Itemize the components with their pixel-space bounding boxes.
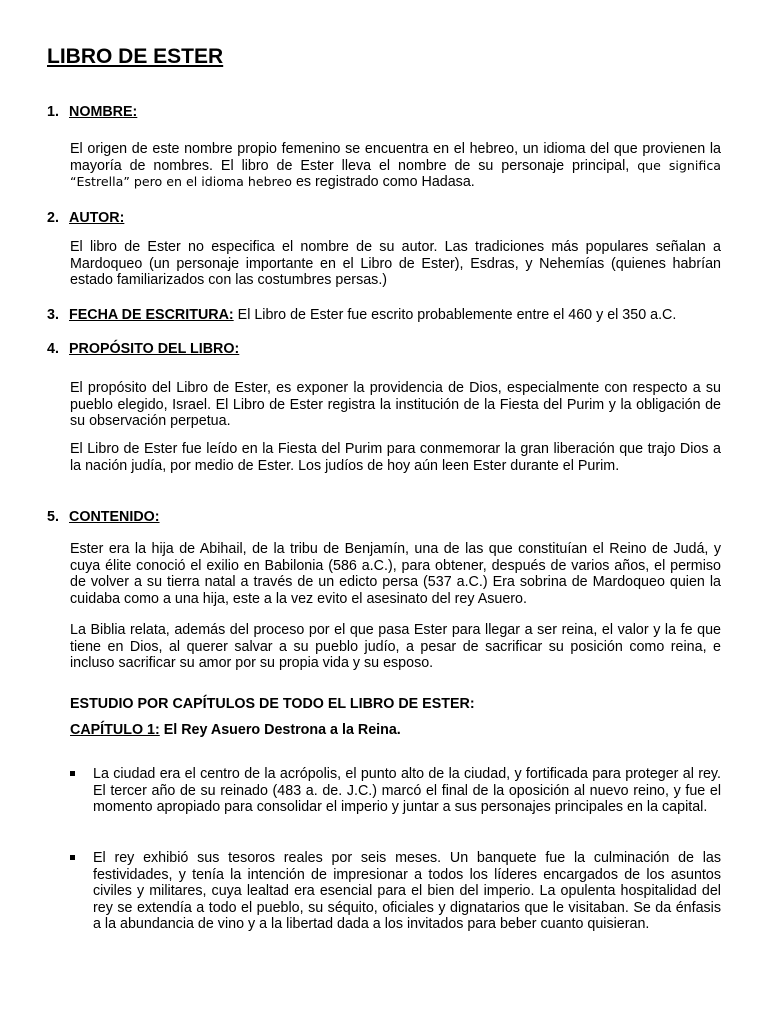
section-heading: FECHA DE ESCRITURA: <box>69 307 234 323</box>
section-heading: CONTENIDO: <box>69 509 160 525</box>
section-contenido-paragraph-2: La Biblia relata, además del proceso por el que pasa Ester para llegar a ser reina, el valor y la fe que tiene en Dios, al querer salvar a su pueblo judío, a pesar de sacrificar su posición como reina, e incluso sacrificar su amor por su propia vida y su esposo. <box>70 622 721 671</box>
list-item-text: La ciudad era el centro de la acrópolis, el punto alto de la ciudad, y fortificada para proteger al rey. El tercer año de su reinado (483 a. de. J.C.) marcó el final de la oposición al nuevo reino, y fue el momento apropiado para consolidar el imperio y juntar a sus personajes principales en la capital. <box>93 766 721 815</box>
section-heading: AUTOR: <box>69 210 125 226</box>
list-item-text: El rey exhibió sus tesoros reales por seis meses. Un banquete fue la culminación de las festividades, y tenía la intención de impresionar a todos los líderes encargados de los asuntos civiles y militares, cuya lealtad era esencial para el bien del imperio. La opulenta hospitalidad del rey se extendía a todo el pueblo, su séquito, oficiales y dignatarios que le visitaban. Se da énfasis a la abundancia de vino y a la libertad dada a los invitados para beber cuanto quisieran. <box>93 850 721 932</box>
bullet-square-icon <box>70 771 75 776</box>
study-heading: ESTUDIO POR CAPÍTULOS DE TODO EL LIBRO DE ESTER: <box>70 696 475 712</box>
section-heading: NOMBRE: <box>69 104 138 120</box>
section-fecha-line <box>69 307 676 324</box>
section-number: 3. <box>47 307 59 323</box>
section-heading: PROPÓSITO DEL LIBRO: <box>69 341 240 357</box>
chapter-label: CAPÍTULO 1: <box>70 722 160 738</box>
document-title: LIBRO DE ESTER <box>47 45 224 68</box>
paragraph-text: es registrado como Hadasa. <box>291 174 475 190</box>
section-autor-paragraph: El libro de Ester no especifica el nombre de su autor. Las tradiciones más populares señalan a Mardoqueo (un personaje importante en el Libro de Ester), Esdras, y Nehemías (quienes habrían estado familiarizados con las costumbres persas.) <box>70 239 721 288</box>
section-nombre-paragraph <box>70 141 721 191</box>
section-fecha-text: El Libro de Ester fue escrito probablemente entre el 460 y el 350 a.C. <box>233 307 677 323</box>
section-proposito-paragraph-1: El propósito del Libro de Ester, es exponer la providencia de Dios, especialmente con respecto a su pueblo elegido, Israel. El Libro de Ester registra la institución de la Fiesta del Purim y la obligación de su observación perpetua. <box>70 380 721 429</box>
bullet-square-icon <box>70 855 75 860</box>
paragraph-text-alt-font: que significa “Estrella” pero en el idioma hebreo <box>70 157 721 189</box>
list-item <box>70 766 721 816</box>
section-number: 1. <box>47 104 59 120</box>
chapter-title: El Rey Asuero Destrona a la Reina. <box>159 722 401 738</box>
chapter-heading <box>70 722 401 739</box>
section-contenido-paragraph-1: Ester era la hija de Abihail, de la tribu de Benjamín, una de las que constituían el Reino de Judá, y cuya élite conoció el exilio en Babilonia (586 a.C.), para obtener, después de varios años, el permiso de volver a su tierra natal a través de un edicto persa (537 a.C.) Era sobrina de Mardoqueo quien la cuidaba como a una hija, este a la vez evito el asesinato del rey Asuero. <box>70 541 721 607</box>
section-number: 5. <box>47 509 59 525</box>
paragraph-text: El origen de este nombre propio femenino se encuentra en el hebreo, un idioma del que provienen la mayoría de nombres. El libro de Ester lleva el nombre de su personaje principal, <box>70 141 721 174</box>
section-number: 2. <box>47 210 59 226</box>
list-item <box>70 850 721 933</box>
section-proposito-paragraph-2: El Libro de Ester fue leído en la Fiesta del Purim para conmemorar la gran liberación que trajo Dios a la nación judía, por medio de Ester. Los judíos de hoy aún leen Ester durante el Purim. <box>70 441 721 474</box>
section-number: 4. <box>47 341 59 357</box>
